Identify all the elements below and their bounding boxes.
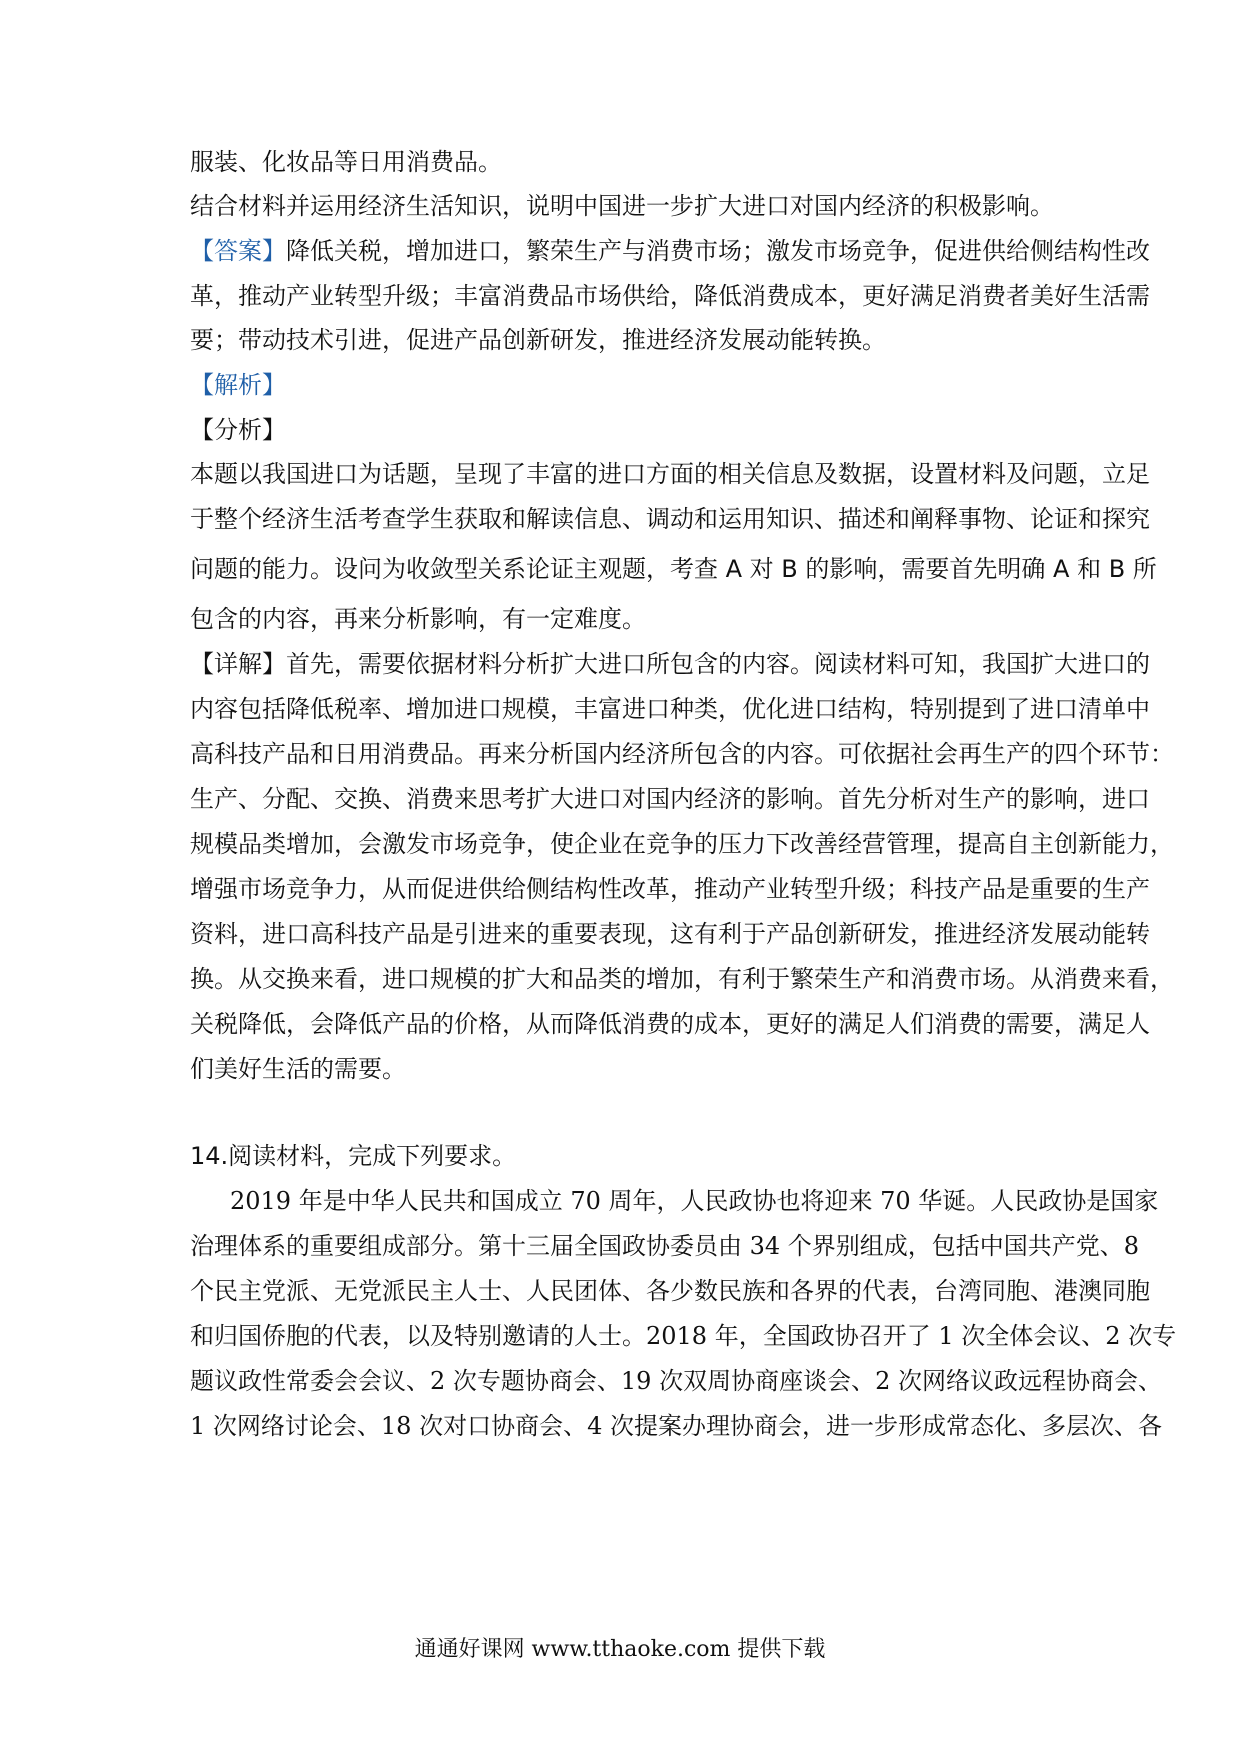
answer-line-3: 要；带动技术引进，促进产品创新研发，推进经济发展动能转换。 — [190, 326, 886, 354]
question-text: 结合材料并运用经济生活知识，说明中国进一步扩大进口对国内经济的积极影响。 — [190, 192, 1054, 220]
answer-line-1 — [190, 235, 1150, 267]
detail-line-5: 规模品类增加，会激发市场竞争，使企业在竞争的压力下改善经营管理，提高自主创新能力， — [190, 830, 1174, 858]
material-line-4: 和归国侨胞的代表，以及特别邀请的人士。2018 年，全国政协召开了 1 次全体会议、2 次专 — [190, 1322, 1177, 1350]
detail-text-1: 首先，需要依据材料分析扩大进口所包含的内容。阅读材料可知，我国扩大进口的 — [286, 650, 1150, 678]
fenxi-line-4: 包含的内容，再来分析影响，有一定难度。 — [190, 605, 646, 633]
fenxi-line-1: 本题以我国进口为话题，呈现了丰富的进口方面的相关信息及数据，设置材料及问题，立足 — [190, 460, 1150, 488]
detail-line-1 — [190, 648, 1150, 680]
line-1: 服装、化妆品等日用消费品。 — [190, 148, 502, 176]
fenxi-line-2: 于整个经济生活考查学生获取和解读信息、调动和运用知识、描述和阐释事物、论证和探究 — [190, 505, 1150, 533]
detail-line-6: 增强市场竞争力，从而促进供给侧结构性改革，推动产业转型升级；科技产品是重要的生产 — [190, 875, 1150, 903]
detail-line-2: 内容包括降低税率、增加进口规模，丰富进口种类，优化进口结构，特别提到了进口清单中 — [190, 695, 1150, 723]
analysis-tag: 【解析】 — [190, 371, 286, 399]
detail-line-7: 资料，进口高科技产品是引进来的重要表现，这有利于产品创新研发，推进经济发展动能转 — [190, 920, 1150, 948]
material-line-1: 2019 年是中华人民共和国成立 70 周年，人民政协也将迎来 70 华诞。人民政协是国家 — [230, 1187, 1159, 1215]
material-line-5: 题议政性常委会会议、2 次专题协商会、19 次双周协商座谈会、2 次网络议政远程协商会、 — [190, 1367, 1162, 1395]
detail-tag: 【详解】 — [190, 650, 286, 678]
answer-tag: 【答案】 — [190, 237, 286, 265]
material-line-3: 个民主党派、无党派民主人士、人民团体、各少数民族和各界的代表，台湾同胞、港澳同胞 — [190, 1277, 1150, 1305]
detail-line-10: 们美好生活的需要。 — [190, 1055, 406, 1083]
detail-line-9: 关税降低，会降低产品的价格，从而降低消费的成本，更好的满足人们消费的需要，满足人 — [190, 1010, 1150, 1038]
fenxi-line-3: 问题的能力。设问为收敛型关系论证主观题，考查 A 对 B 的影响，需要首先明确 A 和 B 所 — [190, 555, 1157, 583]
page-footer: 通通好课网 www.tthaoke.com 提供下载 — [414, 1637, 826, 1662]
answer-line-2: 革，推动产业转型升级；丰富消费品市场供给，降低消费成本，更好满足消费者美好生活需 — [190, 282, 1150, 310]
material-line-2: 治理体系的重要组成部分。第十三届全国政协委员由 34 个界别组成，包括中国共产党、8 — [190, 1232, 1140, 1260]
material-line-6: 1 次网络讨论会、18 次对口协商会、4 次提案办理协商会，进一步形成常态化、多层次、各 — [190, 1412, 1162, 1440]
detail-line-8: 换。从交换来看，进口规模的扩大和品类的增加，有利于繁荣生产和消费市场。从消费来看， — [190, 965, 1174, 993]
detail-line-4: 生产、分配、交换、消费来思考扩大进口对国内经济的影响。首先分析对生产的影响，进口 — [190, 785, 1150, 813]
detail-line-3: 高科技产品和日用消费品。再来分析国内经济所包含的内容。可依据社会再生产的四个环节： — [190, 740, 1174, 768]
fenxi-tag: 【分析】 — [190, 416, 286, 444]
question-14: 14.阅读材料，完成下列要求。 — [190, 1142, 517, 1170]
answer-text-1: 降低关税，增加进口，繁荣生产与消费市场；激发市场竞争，促进供给侧结构性改 — [286, 237, 1150, 265]
